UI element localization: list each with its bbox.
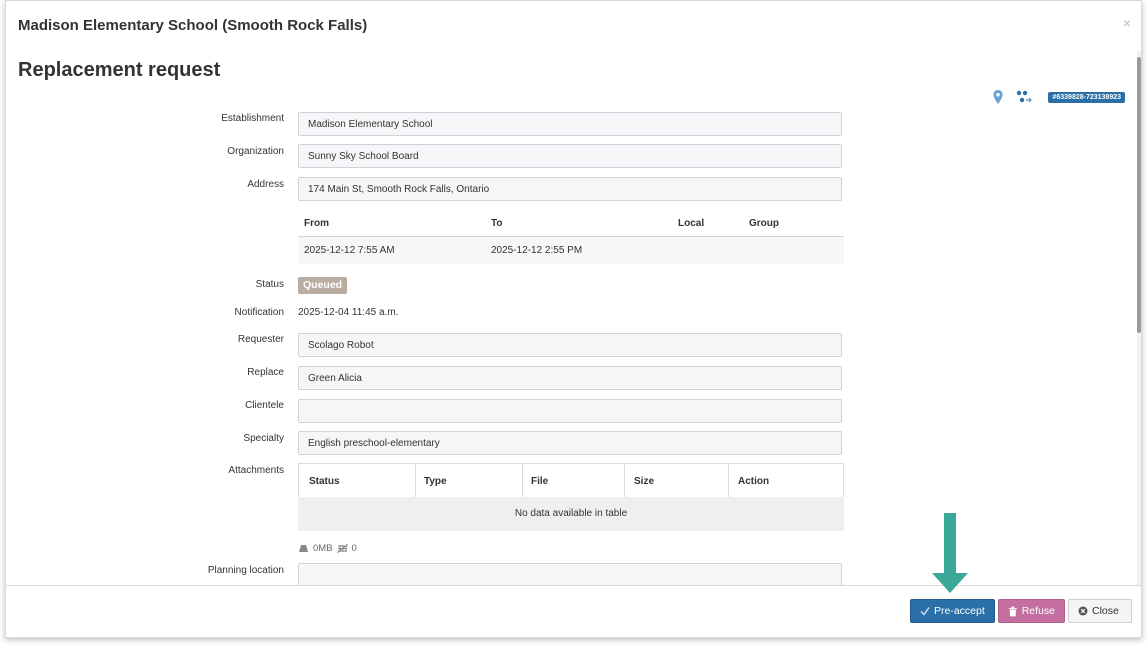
scrollbar-thumb[interactable]	[1137, 57, 1141, 333]
specialty-field[interactable]: English preschool-elementary	[298, 431, 842, 455]
att-col-size[interactable]: Size	[634, 476, 655, 487]
att-col-status[interactable]: Status	[309, 476, 340, 487]
planning-location-label: Planning location	[207, 565, 284, 576]
establishment-field[interactable]: Madison Elementary School	[298, 112, 842, 136]
check-icon	[920, 606, 930, 616]
meta-icons	[990, 89, 1125, 105]
att-col-file[interactable]: File	[531, 476, 549, 487]
quota-size: 0MB	[313, 543, 333, 554]
attachments-label: Attachments	[228, 465, 284, 476]
status-badge: Queued	[298, 277, 347, 294]
replace-field[interactable]: Green Alicia	[298, 366, 842, 390]
schedule-table	[298, 210, 844, 266]
status-label: Status	[255, 279, 284, 290]
organization-label: Organization	[227, 146, 284, 157]
request-id-badge: #6339828-723138923	[1048, 92, 1125, 103]
map-pin-icon[interactable]	[990, 89, 1006, 105]
storage-icon	[298, 544, 309, 553]
establishment-label: Establishment	[221, 113, 284, 124]
close-button[interactable]	[1068, 599, 1132, 623]
organization-field[interactable]: Sunny Sky School Board	[298, 144, 842, 168]
modal-title: Madison Elementary School (Smooth Rock Falls)	[18, 17, 368, 34]
requester-field[interactable]: Scolago Robot	[298, 333, 842, 357]
schedule-col-local: Local	[678, 218, 705, 229]
att-col-type[interactable]: Type	[424, 476, 447, 487]
close-label: Close	[1092, 605, 1119, 617]
att-col-divider	[522, 464, 523, 497]
requester-label: Requester	[237, 334, 284, 345]
route-icon[interactable]	[1016, 89, 1032, 105]
att-col-divider	[415, 464, 416, 497]
refuse-label: Refuse	[1021, 605, 1055, 617]
schedule-col-from: From	[304, 218, 329, 229]
att-col-divider	[624, 464, 625, 497]
attachments-table	[298, 463, 844, 533]
schedule-header	[298, 210, 844, 237]
attachments-quota	[298, 543, 357, 554]
modal-footer	[6, 585, 1141, 637]
close-icon[interactable]: ×	[1122, 15, 1131, 31]
notification-value: 2025-12-04 11:45 a.m.	[298, 307, 399, 318]
attachments-empty-row: No data available in table	[298, 497, 844, 531]
replacement-request-modal	[5, 0, 1142, 638]
schedule-row	[298, 237, 844, 264]
planning-location-field[interactable]	[298, 563, 842, 585]
file-count-icon	[337, 544, 348, 553]
address-field[interactable]: 174 Main St, Smooth Rock Falls, Ontario	[298, 177, 842, 201]
annotation-arrow-icon	[931, 513, 969, 595]
trash-icon	[1008, 606, 1018, 617]
specialty-label: Specialty	[243, 433, 284, 444]
schedule-from-value: 2025-12-12 7:55 AM	[304, 245, 395, 256]
pre-accept-label: Pre-accept	[934, 605, 985, 617]
address-label: Address	[247, 179, 284, 190]
att-col-action[interactable]: Action	[738, 476, 770, 487]
quota-count: 0	[351, 543, 357, 554]
modal-header	[6, 1, 1141, 51]
att-col-divider	[728, 464, 729, 497]
refuse-button[interactable]	[998, 599, 1065, 623]
notification-label: Notification	[234, 307, 284, 318]
clientele-field[interactable]	[298, 399, 842, 423]
pre-accept-button[interactable]	[910, 599, 995, 623]
replace-label: Replace	[247, 367, 284, 378]
clientele-label: Clientele	[245, 400, 284, 411]
schedule-col-group: Group	[749, 218, 779, 229]
modal-body	[6, 51, 1141, 585]
page-title: Replacement request	[18, 59, 221, 81]
close-circle-icon	[1078, 606, 1088, 616]
schedule-col-to: To	[491, 218, 503, 229]
attachments-header	[298, 463, 844, 498]
scrollbar[interactable]	[1137, 51, 1141, 585]
schedule-to-value: 2025-12-12 2:55 PM	[491, 245, 583, 256]
